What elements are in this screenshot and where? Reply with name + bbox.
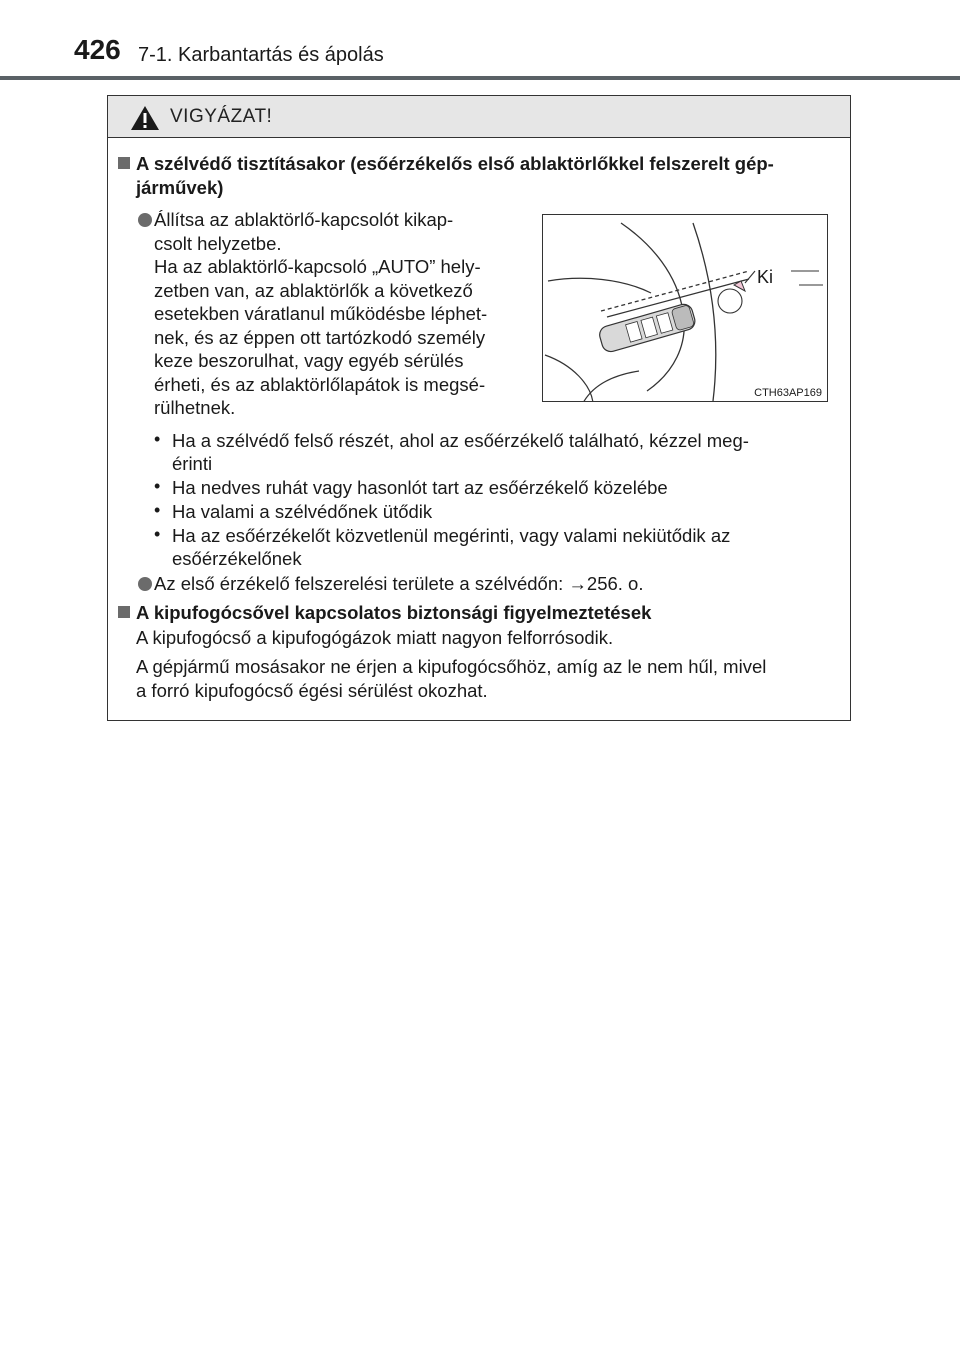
warning-triangle-icon bbox=[130, 105, 160, 131]
list-bullet: • bbox=[154, 500, 161, 520]
page-header bbox=[0, 0, 960, 80]
section-2-para-2-cont: a forró kipufogócső égési sérülést okozhat. bbox=[136, 680, 488, 701]
list-item-1-cont: érinti bbox=[172, 453, 213, 474]
caution-box bbox=[107, 95, 851, 721]
section-heading-2: A kipufogócsővel kapcsolatos biztonsági figyelmeztetések bbox=[136, 602, 652, 623]
para-1-line-5: esetekben váratlanul működésbe léphet- bbox=[154, 303, 488, 324]
section-marker bbox=[118, 157, 130, 169]
figure-label-ki: Ki bbox=[757, 267, 774, 287]
caution-header bbox=[108, 96, 850, 138]
round-bullet bbox=[138, 577, 152, 591]
list-bullet: • bbox=[154, 476, 161, 496]
para-1-line-4: zetben van, az ablaktörlők a következő bbox=[154, 280, 473, 301]
section-heading-1-cont: járművek) bbox=[136, 177, 224, 198]
round-bullet bbox=[138, 213, 152, 227]
wiper-switch-illustration bbox=[543, 215, 828, 402]
para-1-line-7: keze beszorulhat, vagy egyéb sérülés bbox=[154, 350, 464, 371]
para-1-line-1: Állítsa az ablaktörlő-kapcsolót kikap- bbox=[154, 209, 454, 230]
section-heading-1: A szélvédő tisztításakor (esőérzékelős első ablaktörlőkkel felszerelt gép- bbox=[136, 153, 774, 174]
para-1-line-8: érheti, és az ablaktörlőlapátok is megsé- bbox=[154, 374, 486, 395]
page-number: 426 bbox=[74, 34, 121, 65]
para-1-line-6: nek, és az éppen ott tartózkodó személy bbox=[154, 327, 486, 348]
section-marker bbox=[118, 606, 130, 618]
list-item-1: Ha a szélvédő felső részét, ahol az esőérzékelő található, kézzel meg- bbox=[172, 430, 749, 451]
list-item-3: Ha valami a szélvédőnek ütődik bbox=[172, 501, 433, 522]
list-bullet: • bbox=[154, 524, 161, 544]
section-2-para-2: A gépjármű mosásakor ne érjen a kipufogócsőhöz, amíg az le nem hűl, mivel bbox=[136, 656, 767, 677]
para-1-line-2: csolt helyzetbe. bbox=[154, 233, 282, 254]
list-item-4: Ha az esőérzékelőt közvetlenül megérinti, vagy valami nekiütődik az bbox=[172, 525, 731, 546]
caution-title: VIGYÁZAT! bbox=[170, 106, 273, 127]
list-item-2: Ha nedves ruhát vagy hasonlót tart az esőérzékelő közelébe bbox=[172, 477, 668, 498]
section-title: 7-1. Karbantartás és ápolás bbox=[138, 44, 384, 66]
para-1-line-3: Ha az ablaktörlő-kapcsoló „AUTO” hely- bbox=[154, 256, 481, 277]
header-rule bbox=[0, 76, 960, 80]
wiper-switch-figure bbox=[542, 214, 828, 402]
list-item-4-cont: esőérzékelőnek bbox=[172, 548, 302, 569]
para-2: Az első érzékelő felszerelési területe a szélvédőn: →256. o. bbox=[154, 573, 644, 594]
para-1-line-9: rülhetnek. bbox=[154, 397, 236, 418]
section-2-para-1: A kipufogócső a kipufogógázok miatt nagyon felforrósodik. bbox=[136, 627, 614, 648]
figure-code: CTH63AP169 bbox=[754, 387, 822, 399]
list-bullet: • bbox=[154, 429, 161, 449]
